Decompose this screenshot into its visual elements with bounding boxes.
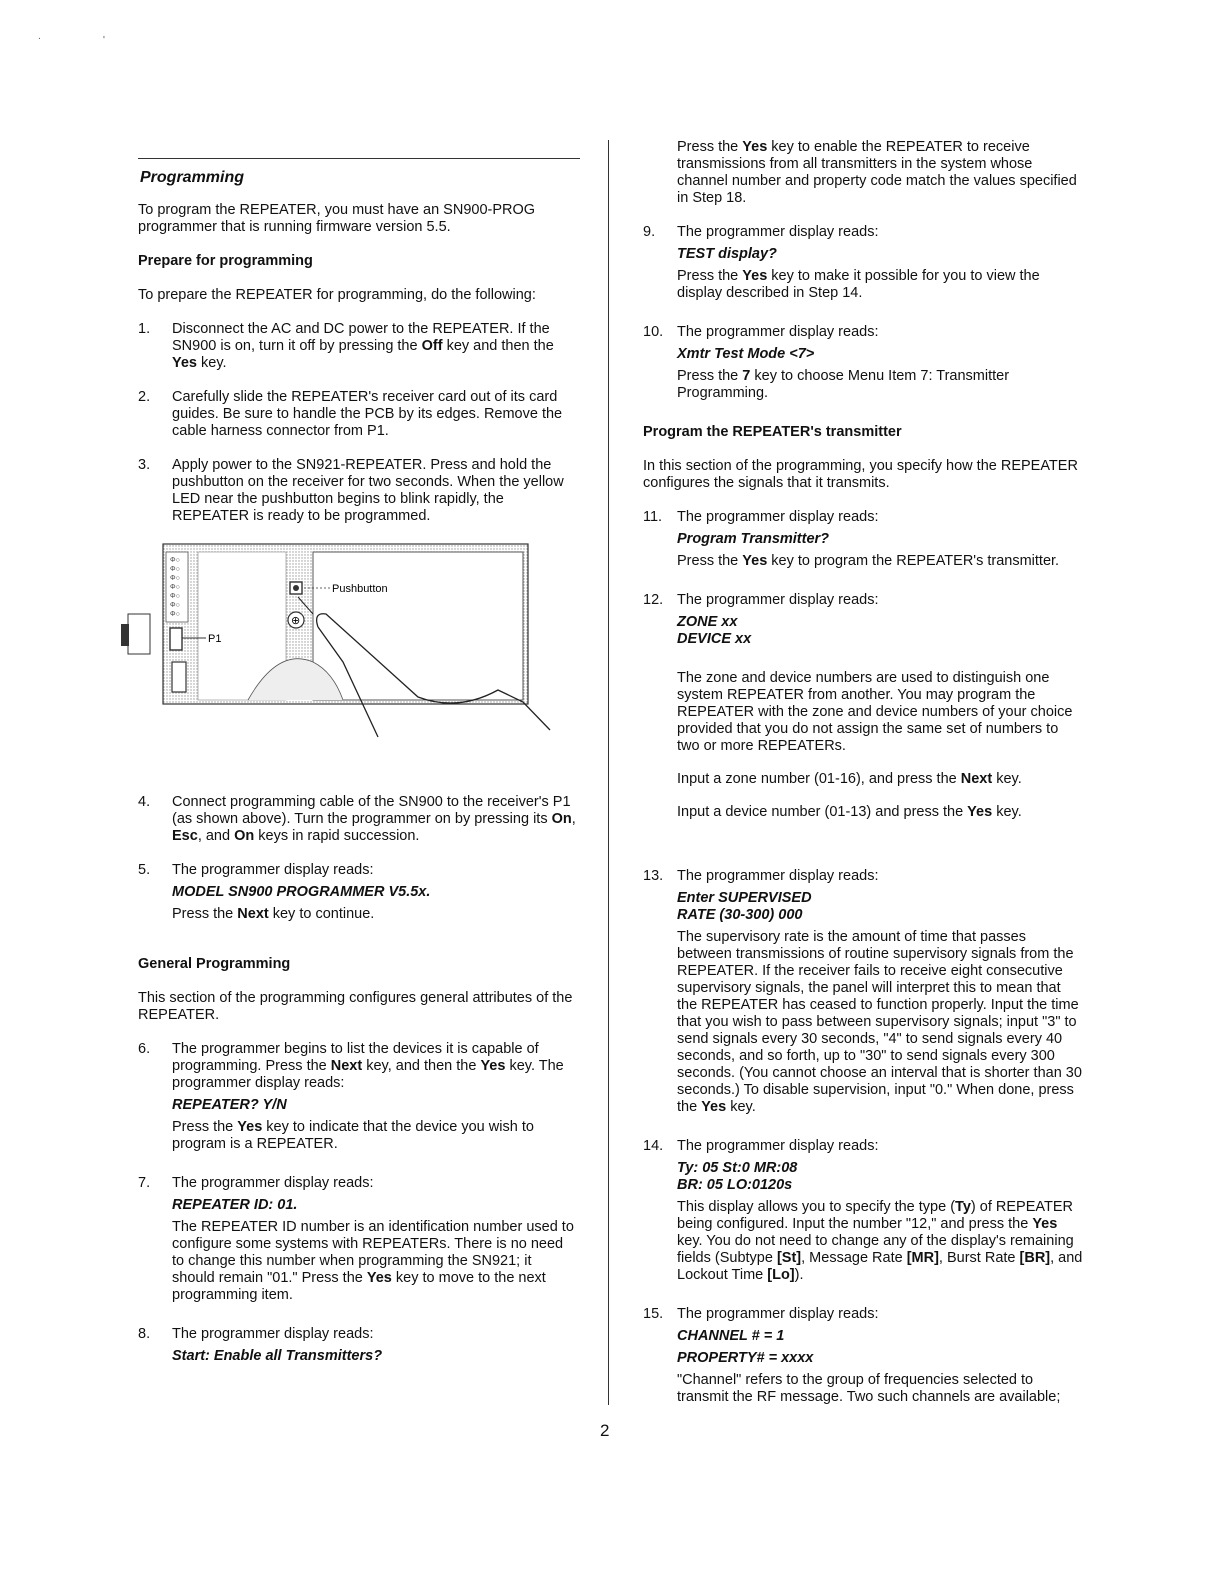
step-text: Disconnect the AC and DC power to the REPEATER. If the SN900 is on, turn it off by pressing the [172,321,550,354]
display-readout: Start: Enable all Transmitters? [172,1348,383,1364]
key-label: On [551,811,572,827]
step-12 [643,592,1083,851]
prepare-heading: Prepare for programming [138,253,313,269]
display-line: BR: 05 LO:0120s [677,1177,793,1193]
svg-text:Φ○: Φ○ [170,611,180,618]
step-text: The REPEATER ID number is an identification number used to configure some systems with REPEATERs. There is no need to change this number when programming the SN921; it should remain "01." Press the [172,1219,574,1286]
step-number: 4. [138,794,151,810]
step-8 [138,1326,578,1370]
key-label: On [234,828,255,844]
section-rule [138,158,580,159]
step-1 [138,321,578,372]
step-lead: The programmer display reads: [677,1138,879,1154]
display-readout: Xmtr Test Mode <7> [677,346,815,362]
key-label: Yes [480,1058,506,1074]
step-number: 5. [138,862,151,878]
step-11 [643,509,1083,575]
step-text: , Message Rate [801,1250,907,1266]
step-text: ) of REPEATER being configured. Input the number "12," and press the [677,1199,1073,1232]
left-column [138,158,578,1387]
svg-text:Φ○: Φ○ [170,584,180,591]
display-readout [677,890,1083,924]
key-label: Yes [237,1119,263,1135]
step-text: Carefully slide the REPEATER's receiver card out of its card guides. Be sure to handle the PCB by its edges. Remove the cable harness connector from P1. [172,389,563,439]
step-number: 11. [643,509,663,525]
step-text: The zone and device numbers are used to distinguish one system REPEATER from another. You may program the REPEATER with the zone and device numbers of your choice provided that you do not assign the same set of numbers to two or more REPEATERs. [677,670,1073,754]
step-text: The programmer begins to list the devices it is capable of programming. Press the [172,1041,539,1074]
step-lead: The programmer display reads: [172,1326,374,1342]
step-lead: The programmer display reads: [172,862,374,878]
step-text: key. You do not need to change any of the display's remaining fields (Subtype [677,1233,1074,1266]
step-text: key and then the [442,338,554,354]
step-text: , and [197,828,235,844]
step-text: key. [726,1099,756,1115]
receiver-illustration [118,542,568,742]
step-lead: The programmer display reads: [677,868,879,884]
step-13 [643,868,1083,1121]
step-lead: The programmer display reads: [677,224,879,240]
step-text: Press the [677,368,743,384]
display-readout: REPEATER? Y/N [172,1097,287,1113]
step-6 [138,1041,578,1158]
display-readout: MODEL SN900 PROGRAMMER V5.5x. [172,884,431,900]
step-lead: The programmer display reads: [677,592,879,608]
key-label: Ty [955,1199,971,1215]
step-text: Connect programming cable of the SN900 to the receiver's P1 (as shown above). Turn the programmer on by pressing its [172,794,571,827]
right-column [643,139,1083,1428]
intro-paragraph: To program the REPEATER, you must have an SN900-PROG programmer that is running firmware version 5.5. [138,202,536,235]
key-label: Yes [701,1099,727,1115]
step-text: key. [197,355,227,371]
key-label: Off [421,338,443,354]
key-label: Yes [366,1270,392,1286]
step-text: keys in rapid succession. [254,828,420,844]
step-text: key. The programmer display reads: [172,1058,564,1091]
svg-text:Φ○: Φ○ [170,593,180,600]
transmitter-intro: In this section of the programming, you specify how the REPEATER configures the signals that it transmits. [643,458,1078,491]
key-label: Next [960,771,993,787]
display-readout: REPEATER ID: 01. [172,1197,298,1213]
svg-text:Φ○: Φ○ [170,602,180,609]
step-text: key to continue. [268,906,375,922]
receiver-diagram [118,542,568,742]
step-text: Apply power to the SN921-REPEATER. Press and hold the pushbutton on the receiver for two seconds. When the yellow LED near the pushbutton begins to blink rapidly, the REPEATER is ready to be programmed. [172,457,564,524]
page-number: 2 [600,1421,610,1440]
display-line: Enter SUPERVISED [677,890,812,906]
key-label: [MR] [906,1250,939,1266]
step-number: 13. [643,868,664,884]
display-readout: PROPERTY# = xxxx [677,1350,814,1366]
display-readout: CHANNEL # = 1 [677,1328,785,1344]
step-lead: The programmer display reads: [172,1175,374,1191]
step-15 [643,1306,1083,1411]
pushbutton-label: Pushbutton [332,583,388,595]
step-text: Press the [172,1119,238,1135]
step-4 [138,794,578,845]
step-text: key to make it possible for you to view the display described in Step 14. [677,268,1040,301]
step-lead: The programmer display reads: [677,324,879,340]
step-number: 12. [643,592,664,608]
step-number: 8. [138,1326,151,1342]
step-number: 10. [643,324,664,340]
step-3 [138,457,578,525]
step-number: 14. [643,1138,664,1154]
key-label: Esc [172,828,198,844]
step-text: Press the [677,268,743,284]
step-number: 9. [643,224,656,240]
step-text: , and Lockout Time [677,1250,1083,1283]
step-number: 2. [138,389,151,405]
transmitter-heading: Program the REPEATER's transmitter [643,424,902,440]
display-readout [677,1160,1083,1194]
stray-mark: . [38,31,41,42]
display-readout [677,614,1083,648]
display-line: ZONE xx [677,614,738,630]
key-label: Yes [172,355,197,371]
step-text: , Burst Rate [938,1250,1020,1266]
key-label: 7 [742,368,751,384]
display-line: Ty: 05 St:0 MR:08 [677,1160,798,1176]
step-text: key to indicate that the device you wish to program is a REPEATER. [172,1119,534,1152]
step-text: Press the [677,139,743,155]
p1-label: P1 [208,633,222,645]
step-text: key, and then the [362,1058,481,1074]
step-5 [138,862,578,928]
key-label: Yes [1032,1216,1058,1232]
step-text: key. [992,771,1022,787]
key-label: Next [237,906,269,922]
step-number: 3. [138,457,151,473]
step-text: , [571,811,576,827]
key-label: [Lo] [767,1267,795,1283]
key-label: Yes [742,553,768,569]
step-text: "Channel" refers to the group of frequencies selected to transmit the RF message. Two such channels are available; [677,1372,1061,1405]
key-label: Yes [742,139,768,155]
key-label: [BR] [1019,1250,1051,1266]
svg-text:Φ○: Φ○ [170,575,180,582]
key-label: Next [330,1058,363,1074]
step-8-continued [677,139,1083,207]
display-line: DEVICE xx [677,631,752,647]
prepare-intro: To prepare the REPEATER for programming, do the following: [138,287,536,303]
display-line: RATE (30-300) 000 [677,907,803,923]
step-10 [643,324,1083,407]
step-lead: The programmer display reads: [677,509,879,525]
p1-connector [128,614,150,654]
stray-mark: ' [103,35,105,46]
svg-text:⊕: ⊕ [291,615,301,627]
step-7 [138,1175,578,1309]
key-label: [St] [776,1250,802,1266]
step-number: 1. [138,321,151,337]
general-heading: General Programming [138,956,291,972]
step-text: key to choose Menu Item 7: Transmitter Programming. [677,368,1010,401]
step-text: ). [794,1267,804,1283]
step-9 [643,224,1083,307]
step-2 [138,389,578,440]
step-lead: The programmer display reads: [677,1306,879,1322]
step-number: 6. [138,1041,151,1057]
general-intro: This section of the programming configures general attributes of the REPEATER. [138,990,573,1023]
svg-text:Φ○: Φ○ [170,557,180,564]
step-text: key to program the REPEATER's transmitter. [767,553,1060,569]
step-text: Press the [172,906,238,922]
step-text: The supervisory rate is the amount of time that passes between transmissions of routine supervisory signals from the REPEATER. If the receiver fails to receive eight consecutive supervisory signals, the panel will interpret this to mean that the REPEATER has ceased to function properly. Input the time that you wish to pass between supervisory signals; input "3" to send signals every 30 seconds, "4" to send signals every 40 seconds, and so forth, up to "30" to send signals every 300 seconds. (You cannot choose an interval that is shorter than 30 seconds.) To disable supervision, input "0." When done, press the [677,929,1082,1115]
step-text: key to move to the next programming item. [172,1270,546,1303]
section-title: Programming [140,169,245,186]
step-text: key to enable the REPEATER to receive transmissions from all transmitters in the system whose channel number and property code match the values specified in Step 18. [677,139,1077,206]
svg-text:Φ○: Φ○ [170,566,180,573]
display-readout: Program Transmitter? [677,531,830,547]
step-number: 15. [643,1306,664,1322]
step-number: 7. [138,1175,151,1191]
step-text: Input a zone number (01-16), and press the [677,771,961,787]
step-text: This display allows you to specify the type ( [677,1199,956,1215]
key-label: Yes [967,804,993,820]
display-readout: TEST display? [677,246,777,262]
step-text: key. [992,804,1022,820]
key-label: Yes [742,268,768,284]
column-divider [608,140,609,1405]
step-text: Input a device number (01-13) and press the [677,804,968,820]
step-text: Press the [677,553,743,569]
step-14 [643,1138,1083,1289]
